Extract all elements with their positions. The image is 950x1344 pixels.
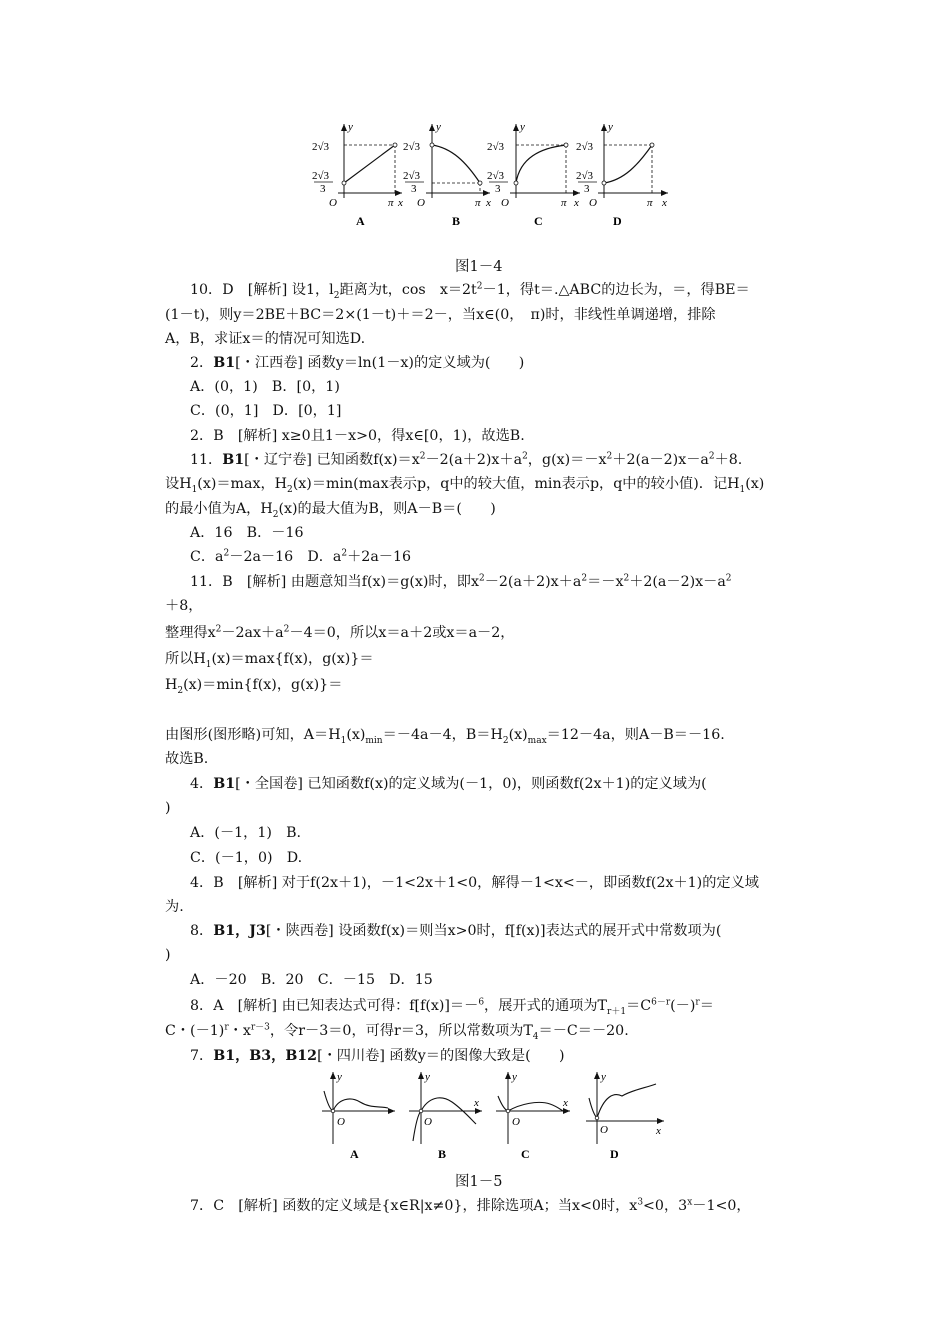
question-4-options-ab: A．(－1，1) B.	[190, 825, 302, 841]
answer-11-line-6: 由图形(图形略)可知，$A=H_1(x)_{min}=-4a-4$，$B=H_2(x)_{max}=12-4a$，则A－B＝－16.	[165, 727, 725, 746]
fig15-c-y-label: y	[512, 1071, 517, 1083]
question-2: 2．B1[・江西卷] 函数y＝ln(1－x)的定义域为( )	[190, 355, 525, 371]
question-11-line-3: 的最小值为A，$H_2(x)$的最大值为B，则A－B＝( )	[165, 501, 496, 520]
fig14-a-y-label: y	[348, 121, 353, 133]
fig14-d-x-label: x	[662, 197, 667, 209]
fig15-d-curve	[589, 1098, 597, 1118]
question-8: 8．B1，J3[・陕西卷] 设函数f(x)＝则当x>0时，f[f(x)]表达式的展开式中常数项为(	[190, 923, 722, 939]
text-line-3: A，B，求证x＝的情况可知选D.	[165, 331, 366, 347]
fig15-panel-c	[496, 1071, 570, 1161]
fig14-a-ybot-num: 2√3	[312, 170, 330, 182]
fig14-caption: 图1－4	[455, 259, 503, 275]
answer-11-line-2: ＋8，	[165, 598, 203, 614]
fig15-a-y-label: y	[337, 1071, 342, 1083]
fig15-d-x-label: x	[656, 1125, 661, 1137]
question-11-line-2: 设$H_1(x)=\max$，$H_2(x)=\min(\max$表示p，q中的较大值，min表示p，q中的较小值)．记$H_1(x)$	[165, 476, 765, 495]
fig14-b-ytop: 2√3	[403, 141, 421, 153]
fig15-c-curve	[498, 1096, 508, 1111]
question-11-line-1: 11．B1[・辽宁卷] 已知函数$f(x)=x^2-2(a+2)x+a^2$，$g(x)=-x^2+2(a-2)x-a^2+8$.	[190, 451, 743, 468]
answer-11-line-7: 故选B.	[165, 751, 209, 767]
fig14-c-ybot-den: 3	[495, 183, 501, 195]
answer-7: 7．C [解析] 函数的定义域是{x∈R|x≠0}，排除选项A；当x<0时，$x^3<0$，$3^x-1<0$，	[190, 1197, 751, 1214]
fig14-c-y-label: y	[520, 121, 525, 133]
fig14-c-origin: O	[501, 197, 509, 209]
fig14-d-label: D	[613, 214, 622, 228]
fig15-d-label: D	[610, 1147, 619, 1161]
fig15-a-curve	[324, 1091, 333, 1111]
fig14-b-x-label: x	[486, 197, 491, 209]
fig14-c-label: C	[534, 214, 543, 228]
question-2-options-cd: C．(0，1] D．[0，1]	[190, 403, 342, 419]
fig14-c-ybot-num: 2√3	[487, 170, 505, 182]
fig14-d-curve	[604, 145, 652, 183]
question-4-options-cd: C．(－1，0) D.	[190, 850, 303, 866]
fig14-d-ytop: 2√3	[576, 141, 594, 153]
fig14-a-pi: π	[388, 197, 394, 209]
fig14-panel-b	[403, 121, 491, 228]
answer-8-line-2: C・$(-1)^r$・$x^{r-3}$，令r－3＝0，可得r＝3，所以常数项为$T_4=-C=-20$.	[165, 1022, 629, 1042]
fig14-b-ybot-den: 3	[411, 183, 417, 195]
fig15-a-origin: O	[337, 1116, 345, 1128]
fig14-a-label: A	[356, 214, 365, 228]
answer-11-line-5: $H_2(x)=\min\{f(x)$，g(x)}＝	[165, 677, 343, 696]
fig14-b-y-label: y	[436, 121, 441, 133]
fig15-b-label: B	[438, 1147, 447, 1161]
fig14-c-x-label: x	[574, 197, 579, 209]
figure-1-5	[0, 1066, 950, 1166]
fig15-d-y-label: y	[601, 1071, 606, 1083]
fig14-a-ytop: 2√3	[312, 141, 330, 153]
fig14-b-origin: O	[417, 197, 425, 209]
fig15-panel-b	[409, 1071, 482, 1161]
question-8-options: A．－20 B．20 C．－15 D．15	[190, 972, 433, 988]
answer-11-line-3: 整理得$x^2-2ax+a^2-4=0$，所以x＝a＋2或x＝a－2，	[165, 624, 515, 641]
question-4: 4．B1[・全国卷] 已知函数f(x)的定义域为(－1，0)，则函数f(2x＋1)的定义域为(	[190, 776, 707, 792]
fig15-a-label: A	[350, 1147, 359, 1161]
fig14-a-x-label: x	[398, 197, 403, 209]
fig14-a-ybot-den: 3	[320, 183, 326, 195]
fig14-d-ybot-num: 2√3	[576, 170, 594, 182]
fig14-d-pi: π	[647, 197, 653, 209]
question-11-options-ab: A．16 B．－16	[190, 525, 304, 541]
fig15-c-origin: O	[512, 1116, 520, 1128]
fig14-c-pi: π	[561, 197, 567, 209]
question-4-line-2: )	[165, 800, 171, 816]
question-11-options-cd: C．$a^2-2a-16$ D．$a^2+2a-16$	[190, 548, 412, 565]
fig14-b-pi: π	[475, 197, 481, 209]
answer-2: 2．B [解析] x≥0且1－x>0，得x∈[0，1)，故选B.	[190, 428, 525, 444]
fig15-b-y-label: y	[425, 1071, 430, 1083]
fig14-a-origin: O	[329, 197, 337, 209]
fig14-c-ytop: 2√3	[487, 141, 505, 153]
fig14-b-curve	[432, 145, 480, 183]
fig14-b-label: B	[452, 214, 461, 228]
text-line-1: 10．D [解析] 设1，$l_2$距离为t，cos $x=2t^2-1$，得t＝.△ABC的边长为，＝，得BE＝	[190, 281, 750, 301]
answer-11-line-1: 11．B [解析] 由题意知当f(x)＝g(x)时，即$x^2-2(a+2)x+a^2=-x^2+2(a-2)x-a^2$	[190, 573, 732, 590]
fig15-b-curve	[413, 1111, 421, 1141]
answer-4-line-1: 4．B [解析] 对于f(2x＋1)，－1<2x＋1<0，解得－1<x<－，即函数f(2x＋1)的定义域	[190, 875, 759, 891]
fig15-panel-a	[322, 1071, 395, 1161]
fig15-b-x-label: x	[474, 1097, 479, 1109]
fig15-c-label: C	[521, 1147, 530, 1161]
fig14-d-ybot-den: 3	[584, 183, 590, 195]
fig15-d-origin: O	[600, 1124, 608, 1136]
question-7: 7．B1，B3，B12[・四川卷] 函数y＝的图像大致是( )	[190, 1048, 565, 1064]
fig14-b-ybot-num: 2√3	[403, 170, 421, 182]
fig14-panel-d	[576, 121, 668, 228]
answer-8-line-1: 8．A [解析] 由已知表达式可得：f[f(x)]＝－$^6$，展开式的通项为$T_{r+1}=C^{6-r}(-)^r=$	[190, 997, 714, 1017]
fig14-panel-c	[487, 121, 580, 228]
answer-11-line-4: 所以$H_1(x)=\max\{f(x)$，g(x)}＝	[165, 651, 374, 670]
text-line-2: (1－t)，则y＝2BE＋BC＝2×(1－t)＋＝2－，当x∈(0， π)时，非线性单调递增，排除	[165, 307, 716, 323]
question-8-line-2: )	[165, 947, 171, 963]
fig15-b-origin: O	[424, 1116, 432, 1128]
fig14-panel-a	[312, 121, 403, 228]
fig15-c-x-label: x	[563, 1097, 568, 1109]
fig14-d-origin: O	[589, 197, 597, 209]
fig15-panel-d	[586, 1071, 664, 1161]
answer-4-line-2: 为.	[165, 899, 184, 915]
question-2-options-ab: A．(0，1) B．[0，1)	[190, 379, 340, 395]
fig15-caption: 图1－5	[455, 1174, 503, 1190]
fig14-d-y-label: y	[608, 121, 613, 133]
fig14-c-curve	[516, 145, 566, 183]
fig14-a-curve	[344, 145, 395, 183]
